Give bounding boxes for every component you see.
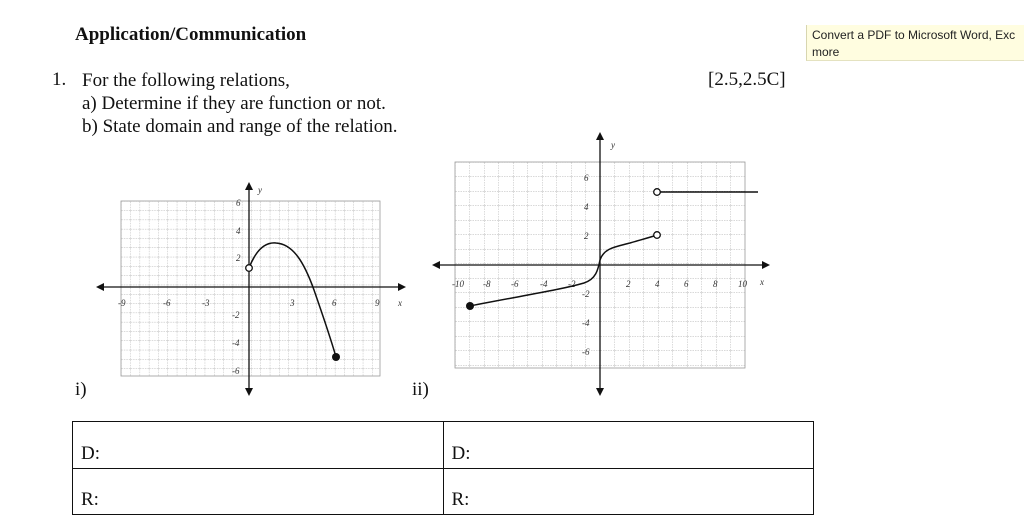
graph-ii-y-label: y xyxy=(611,140,615,150)
graph-ii-closed-endpoint xyxy=(466,302,474,310)
question-part-b: b) State domain and range of the relation. xyxy=(82,116,398,137)
graph-i-ytick: 2 xyxy=(236,253,241,263)
graph-i-ytick: 6 xyxy=(236,198,241,208)
question-part-a: a) Determine if they are function or not. xyxy=(82,93,386,114)
question-number: 1. xyxy=(52,69,67,90)
graph-ii-x-label: x xyxy=(760,277,764,287)
graph-i-ytick: 4 xyxy=(236,226,241,236)
graph-ii-xtick: 8 xyxy=(713,279,718,289)
graph-ii-open-endpoint-ray xyxy=(654,189,661,196)
graph-ii-xtick: -6 xyxy=(511,279,519,289)
graph-ii-y-arrow-down xyxy=(596,388,604,396)
graph-ii-xtick: -4 xyxy=(540,279,548,289)
graph-ii-ytick: 2 xyxy=(584,231,589,241)
graph-i-ytick: -6 xyxy=(232,366,240,376)
graph-i-xtick: -6 xyxy=(163,298,171,308)
graph-i-x-label: x xyxy=(398,298,402,308)
ad-banner-line2[interactable]: more xyxy=(812,45,840,59)
graph-ii-xtick: -10 xyxy=(452,279,464,289)
graph-i-ytick: -4 xyxy=(232,338,240,348)
section-title: Application/Communication xyxy=(75,24,307,45)
answer-ii-range[interactable] xyxy=(443,468,814,515)
graph-ii-x-arrow-left xyxy=(432,261,440,269)
graph-ii-xtick: 2 xyxy=(626,279,631,289)
graph-ii-ytick: 4 xyxy=(584,202,589,212)
graph-ii-xtick: 10 xyxy=(738,279,747,289)
answer-table xyxy=(72,421,814,515)
graph-i-xtick: -9 xyxy=(118,298,126,308)
answer-ii-domain[interactable] xyxy=(443,422,814,469)
graph-ii-ytick: -6 xyxy=(582,347,590,357)
graph-ii-open-endpoint-curve xyxy=(654,232,661,239)
graph-i-ytick: -2 xyxy=(232,310,240,320)
graph-i-label: i) xyxy=(75,379,87,400)
graph-ii-xtick: 4 xyxy=(655,279,660,289)
question-intro: For the following relations, xyxy=(82,70,290,91)
domain-label: D: xyxy=(451,442,471,464)
graph-i-xtick: 9 xyxy=(375,298,380,308)
answer-i-range[interactable] xyxy=(73,468,444,515)
range-label: R: xyxy=(451,489,470,510)
graph-ii-y-arrow-up xyxy=(596,132,604,140)
question-marks: [2.5,2.5C] xyxy=(708,69,786,90)
graph-i-xtick: 6 xyxy=(332,298,337,308)
graph-ii-ytick: 6 xyxy=(584,173,589,183)
graph-i-xtick: -3 xyxy=(202,298,210,308)
range-label: R: xyxy=(81,489,99,510)
answer-i-domain[interactable] xyxy=(73,422,444,469)
graph-i-xtick: 3 xyxy=(290,298,295,308)
graph-i-y-label: y xyxy=(258,185,262,195)
ad-banner-line1[interactable]: Convert a PDF to Microsoft Word, Exc xyxy=(812,28,1016,42)
graph-ii-xtick: 6 xyxy=(684,279,689,289)
graph-ii-xtick: -2 xyxy=(568,279,576,289)
graph-ii-x-arrow-right xyxy=(762,261,770,269)
graph-ii-ytick: -2 xyxy=(582,289,590,299)
graph-ii-ytick: -4 xyxy=(582,318,590,328)
graph-ii-label: ii) xyxy=(412,379,429,400)
graph-ii-xtick: -8 xyxy=(483,279,491,289)
domain-label: D: xyxy=(81,442,100,464)
